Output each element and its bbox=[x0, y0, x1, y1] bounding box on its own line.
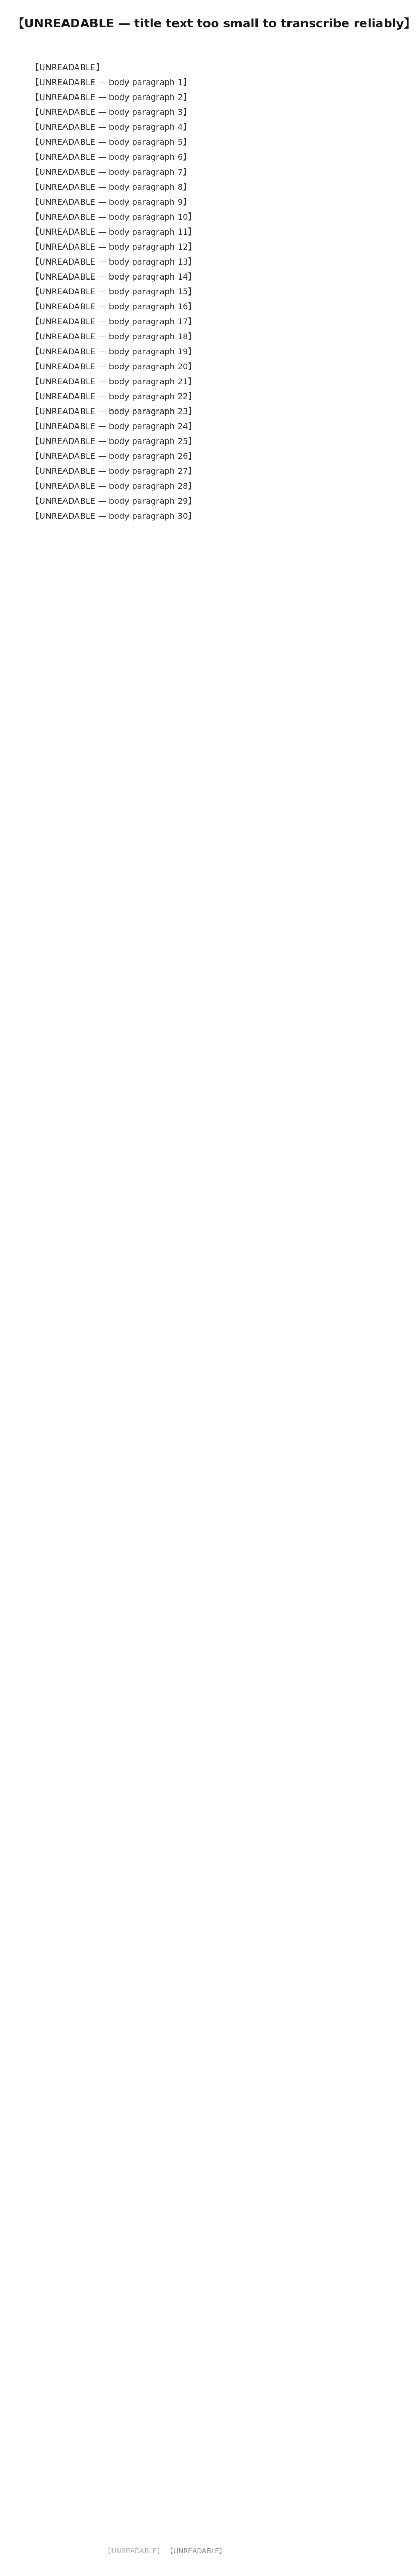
paragraph: 【UNREADABLE — body paragraph 2】 bbox=[31, 92, 191, 102]
paragraph: 【UNREADABLE — body paragraph 6】 bbox=[31, 152, 191, 162]
document-title: 【UNREADABLE — title text too small to transcribe reliably】 bbox=[12, 17, 416, 30]
paragraph: 【UNREADABLE — body paragraph 3】 bbox=[31, 107, 191, 117]
paragraph: 【UNREADABLE — body paragraph 28】 bbox=[31, 481, 197, 491]
paragraph: 【UNREADABLE — body paragraph 18】 bbox=[31, 332, 197, 341]
paragraph: 【UNREADABLE — body paragraph 26】 bbox=[31, 451, 197, 461]
paragraph: 【UNREADABLE — body paragraph 5】 bbox=[31, 137, 191, 147]
paragraph: 【UNREADABLE — body paragraph 29】 bbox=[31, 496, 197, 506]
paragraph: 【UNREADABLE — body paragraph 14】 bbox=[31, 272, 197, 282]
document-header bbox=[0, 0, 416, 45]
paragraph: 【UNREADABLE — body paragraph 19】 bbox=[31, 347, 197, 356]
paragraph: 【UNREADABLE — body paragraph 15】 bbox=[31, 287, 197, 297]
paragraph: 【UNREADABLE — body paragraph 12】 bbox=[31, 242, 197, 252]
paragraph: 【UNREADABLE — body paragraph 11】 bbox=[31, 227, 197, 237]
paragraph: 【UNREADABLE — body paragraph 16】 bbox=[31, 302, 197, 311]
footer-prefix: 【UNREADABLE】 bbox=[104, 2547, 164, 2555]
paragraph: 【UNREADABLE — body paragraph 7】 bbox=[31, 167, 191, 177]
paragraph: 【UNREADABLE — body paragraph 4】 bbox=[31, 122, 191, 132]
paragraph: 【UNREADABLE — body paragraph 13】 bbox=[31, 257, 197, 267]
paragraph: 【UNREADABLE — body paragraph 17】 bbox=[31, 317, 197, 326]
paragraph: 【UNREADABLE — body paragraph 1】 bbox=[31, 77, 191, 87]
paragraph: 【UNREADABLE — body paragraph 8】 bbox=[31, 182, 191, 192]
paragraph: 【UNREADABLE — body paragraph 20】 bbox=[31, 362, 197, 371]
paragraph: 【UNREADABLE — body paragraph 24】 bbox=[31, 421, 197, 431]
paragraph: 【UNREADABLE — body paragraph 21】 bbox=[31, 376, 197, 386]
paragraph: 【UNREADABLE — body paragraph 23】 bbox=[31, 406, 197, 416]
paragraph: 【UNREADABLE — body paragraph 25】 bbox=[31, 436, 197, 446]
footer-brand[interactable]: 【UNREADABLE】 bbox=[167, 2547, 226, 2555]
paragraph: 【UNREADABLE — body paragraph 22】 bbox=[31, 391, 197, 401]
paragraph: 【UNREADABLE — body paragraph 30】 bbox=[31, 511, 197, 521]
footer bbox=[0, 2524, 330, 2576]
paragraph: 【UNREADABLE — body paragraph 10】 bbox=[31, 212, 197, 222]
paragraph: 【UNREADABLE — body paragraph 27】 bbox=[31, 466, 197, 476]
paragraph-list bbox=[14, 75, 316, 523]
greeting: 【UNREADABLE】 bbox=[31, 62, 104, 72]
paragraph: 【UNREADABLE — body paragraph 9】 bbox=[31, 197, 191, 207]
document-body bbox=[0, 45, 330, 2523]
